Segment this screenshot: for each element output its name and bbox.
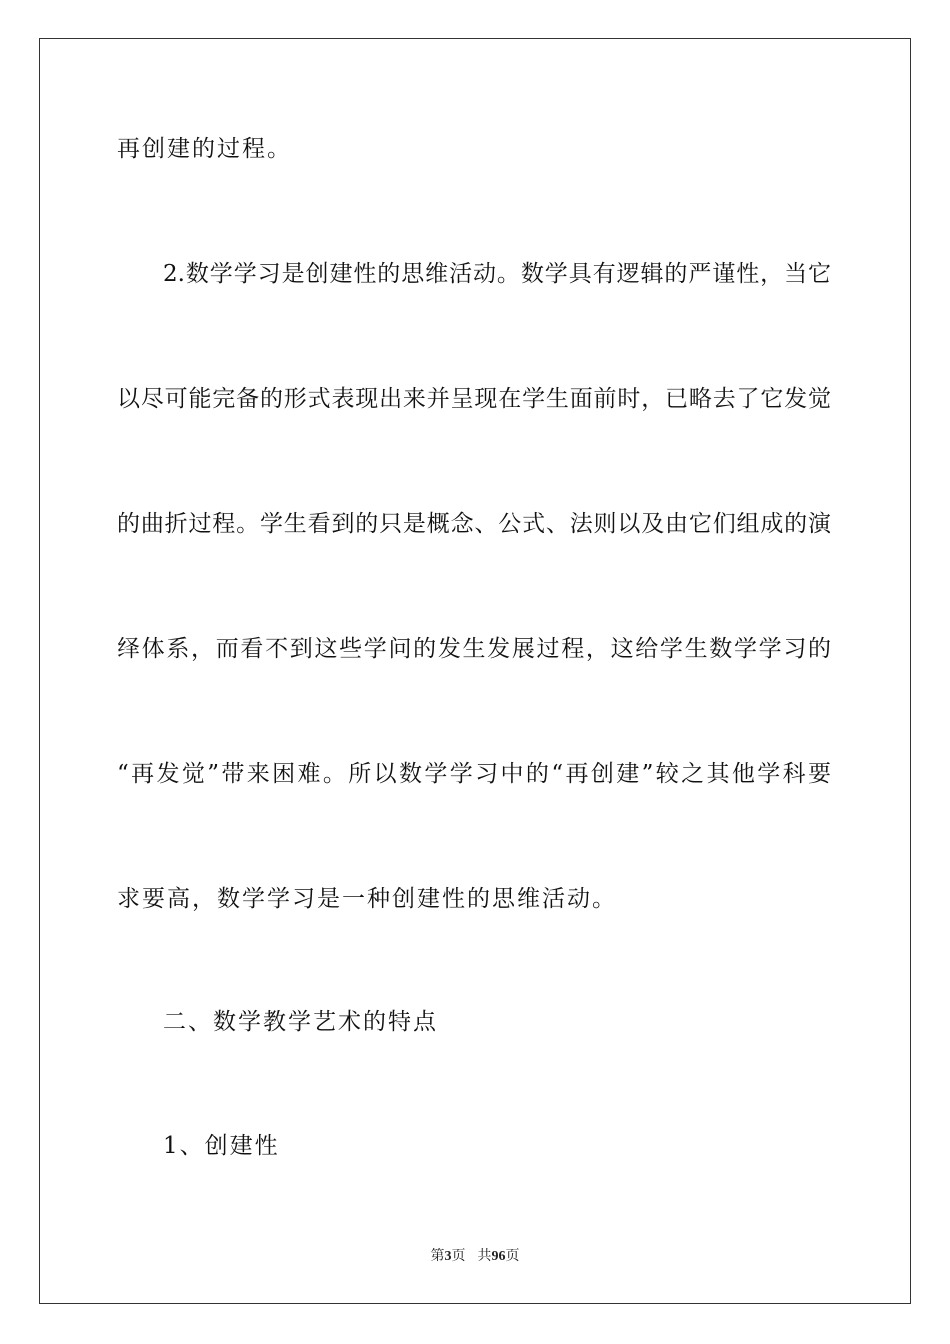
paragraph-line-7: 求要高，数学学习是一种创建性的思维活动。 [117, 886, 617, 912]
paragraph-line-2: 2.数学学习是创建性的思维活动。数学具有逻辑的严谨性，当它 [163, 261, 831, 287]
footer-page-prefix: 第 [430, 1249, 445, 1264]
page-footer [0, 1248, 950, 1266]
footer-total-prefix: 共 [477, 1249, 492, 1264]
page-border [39, 38, 911, 1304]
paragraph-line-6: “再发觉”带来困难。所以数学学习中的“再创建”较之其他学科要 [117, 761, 831, 787]
footer-page-number: 3 [444, 1249, 452, 1264]
footer-total-suffix: 页 [505, 1249, 520, 1264]
subsection-heading: 1、创建性 [163, 1133, 280, 1159]
paragraph-line-1: 再创建的过程。 [117, 136, 292, 162]
footer-total-pages: 96 [491, 1249, 506, 1264]
paragraph-line-4: 的曲折过程。学生看到的只是概念、公式、法则以及由它们组成的演 [117, 511, 831, 537]
footer-page-suffix: 页 [451, 1249, 466, 1264]
paragraph-line-5: 绎体系，而看不到这些学问的发生发展过程，这给学生数学学习的 [117, 636, 831, 662]
section-heading: 二、数学教学艺术的特点 [163, 1009, 438, 1035]
paragraph-line-3: 以尽可能完备的形式表现出来并呈现在学生面前时，已略去了它发觉 [117, 386, 831, 412]
